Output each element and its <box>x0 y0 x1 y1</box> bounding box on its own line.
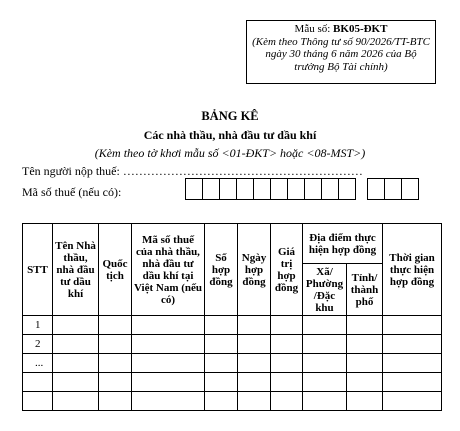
taxpayer-name-line: Tên người nộp thuế: …………………………………………………… <box>22 164 363 178</box>
table-cell[interactable] <box>383 354 442 373</box>
tax-code-digit-box[interactable] <box>367 178 385 200</box>
table-cell[interactable] <box>271 354 303 373</box>
attachment-note: (Kèm theo tờ khơi mẫu số <01-ĐKT> hoặc <08-MST>) <box>94 146 366 160</box>
table-cell[interactable] <box>205 354 238 373</box>
table-row <box>23 373 442 392</box>
table-cell[interactable] <box>271 373 303 392</box>
tax-code-digit-box[interactable] <box>219 178 237 200</box>
tax-code-boxes <box>186 178 419 200</box>
table-cell[interactable] <box>205 373 238 392</box>
form-code-box <box>246 20 436 84</box>
form-code: BK05-ĐKT <box>333 23 388 35</box>
tax-code-label: Mã số thuế (nếu có): <box>22 185 122 199</box>
tax-code-digit-box[interactable] <box>202 178 220 200</box>
table-row <box>23 316 442 335</box>
header-nationality: Quốc tịch <box>99 224 132 316</box>
table-cell[interactable] <box>383 316 442 335</box>
header-stt: STT <box>23 224 53 316</box>
tax-code-digit-box[interactable] <box>236 178 254 200</box>
table-cell[interactable] <box>383 335 442 354</box>
header-location: Địa điểm thực hiện hợp đồng <box>303 224 383 264</box>
table-cell[interactable] <box>132 335 205 354</box>
row-stt: 1 <box>23 316 53 335</box>
header-contract-number: Số hợp đồng <box>205 224 238 316</box>
header-duration: Thời gian thực hiện hợp đồng <box>383 224 442 316</box>
table-cell[interactable] <box>303 373 347 392</box>
table-cell[interactable] <box>132 373 205 392</box>
table-cell[interactable] <box>53 392 99 411</box>
tax-code-digit-box[interactable] <box>321 178 339 200</box>
table-cell[interactable] <box>383 373 442 392</box>
table-cell[interactable] <box>53 335 99 354</box>
table-row <box>23 335 442 354</box>
tax-code-digit-box[interactable] <box>338 178 356 200</box>
table-cell[interactable] <box>303 354 347 373</box>
table-cell[interactable] <box>238 392 271 411</box>
table-cell[interactable] <box>99 354 132 373</box>
tax-code-branch-group <box>368 178 419 200</box>
header-contractor-name: Tên Nhà thầu, nhà đầu tư dầu khí <box>53 224 99 316</box>
tax-code-digit-box[interactable] <box>384 178 402 200</box>
form-code-label: Mẫu số: <box>294 23 331 35</box>
table-cell[interactable] <box>238 335 271 354</box>
table-cell[interactable] <box>347 316 383 335</box>
header-contract-date: Ngày hợp đồng <box>238 224 271 316</box>
table-row <box>23 392 442 411</box>
page-title: BẢNG KÊ <box>201 109 259 123</box>
table-cell[interactable] <box>99 373 132 392</box>
tax-code-digit-box[interactable] <box>270 178 288 200</box>
table-cell[interactable] <box>271 335 303 354</box>
header-province: Tỉnh/ thành phố <box>347 264 383 316</box>
table-cell[interactable] <box>303 392 347 411</box>
tax-code-digit-box[interactable] <box>253 178 271 200</box>
table-cell[interactable] <box>53 316 99 335</box>
header-vn-tax-code: Mã số thuế của nhà thầu, nhà đầu tư dầu khí tại Việt Nam (nếu có) <box>132 224 205 316</box>
header-contract-value: Giá trị hợp đồng <box>271 224 303 316</box>
table-cell[interactable] <box>303 335 347 354</box>
table-cell[interactable] <box>238 373 271 392</box>
table-cell[interactable] <box>205 335 238 354</box>
table-cell[interactable] <box>303 316 347 335</box>
row-stt <box>23 373 53 392</box>
table-cell[interactable] <box>238 354 271 373</box>
table-cell[interactable] <box>99 335 132 354</box>
table-cell[interactable] <box>132 316 205 335</box>
table-cell[interactable] <box>383 392 442 411</box>
row-stt: ... <box>23 354 53 373</box>
table-cell[interactable] <box>99 316 132 335</box>
form-reference: (Kèm theo Thông tư số 90/2026/TT-BTC ngày 30 tháng 6 năm 2026 của Bộ trưởng Bộ Tài chính) <box>252 35 430 73</box>
form-code-line <box>250 23 432 36</box>
page-subtitle: Các nhà thầu, nhà đầu tư dầu khí <box>143 128 317 142</box>
table-cell[interactable] <box>271 392 303 411</box>
table-cell[interactable] <box>238 316 271 335</box>
table-cell[interactable] <box>132 354 205 373</box>
table-cell[interactable] <box>271 316 303 335</box>
table-cell[interactable] <box>347 354 383 373</box>
row-stt <box>23 392 53 411</box>
tax-code-digit-box[interactable] <box>287 178 305 200</box>
table-cell[interactable] <box>205 316 238 335</box>
tax-code-main-group <box>186 178 356 200</box>
tax-code-digit-box[interactable] <box>304 178 322 200</box>
contractor-table <box>22 223 442 411</box>
tax-code-digit-box[interactable] <box>185 178 203 200</box>
table-cell[interactable] <box>347 392 383 411</box>
header-commune: Xã/ Phường /Đặc khu <box>303 264 347 316</box>
table-row <box>23 354 442 373</box>
table-cell[interactable] <box>99 392 132 411</box>
table-cell[interactable] <box>53 354 99 373</box>
table-cell[interactable] <box>53 373 99 392</box>
table-cell[interactable] <box>205 392 238 411</box>
tax-code-digit-box[interactable] <box>401 178 419 200</box>
table-cell[interactable] <box>347 373 383 392</box>
row-stt: 2 <box>23 335 53 354</box>
table-cell[interactable] <box>347 335 383 354</box>
table-cell[interactable] <box>132 392 205 411</box>
